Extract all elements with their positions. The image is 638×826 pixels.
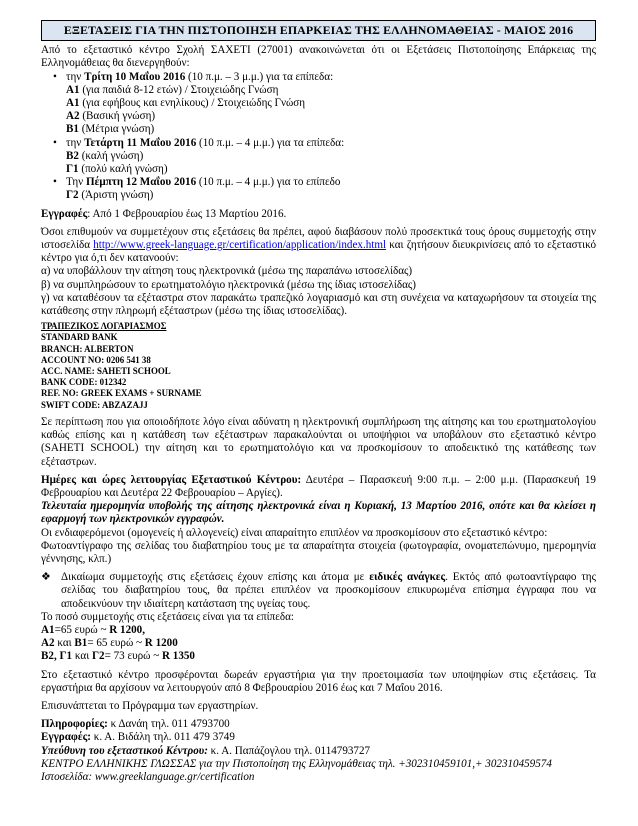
hours-paragraph: Ημέρες και ώρες λειτουργίας Εξεταστικού Κέντρου: Δευτέρα – Παρασκευή 9:00 π.μ. – 2:00 μ.μ. (Παρασκευή 19 Φεβρουαρίου και Δευτέρα 22 Φεβρουαρίου – Αργίες). xyxy=(41,473,596,499)
session-date: Πέμπτη 12 Μαΐου 2016 xyxy=(85,176,197,189)
session-item-2: • την Τετάρτη 11 Μαΐου 2016 (10 π.μ. – 4 μ.μ.) για τα επίπεδα: xyxy=(53,136,345,149)
session-item-3: • Την Πέμπτη 12 Μαΐου 2016 (10 π.μ. – 4 μ.μ.) για το επίπεδο xyxy=(53,176,341,189)
level-item: Α1 (για εφήβους και ενηλίκους) / Στοιχειώδης Γνώση xyxy=(66,97,306,110)
fee-line: Α1=65 ευρώ ~ R 1200, xyxy=(41,623,145,636)
session-date: Τετάρτη 11 Μαΐου 2016 xyxy=(84,136,197,149)
session-date: Τρίτη 10 Μαΐου 2016 xyxy=(84,70,186,83)
fee-line: Β2, Γ1 και Γ2= 73 ευρώ ~ R 1350 xyxy=(41,650,195,663)
session-list xyxy=(41,71,596,203)
application-link[interactable]: http://www.greek-language.gr/certification/application/index.html xyxy=(93,239,387,252)
bank-line: BANK CODE: 012342 xyxy=(41,377,127,388)
level-item: Β1 (Μέτρια γνώση) xyxy=(66,123,155,136)
level-item: Γ2 (Άριστη γνώση) xyxy=(66,189,154,202)
bank-details xyxy=(41,321,596,411)
page-title: ΕΞΕΤΑΣΕΙΣ ΓΙΑ ΤΗΝ ΠΙΣΤΟΠΟΙΗΣΗ ΕΠΑΡΚΕΙΑΣ ΤΗΣ ΕΛΛΗΝΟΜΑΘΕΙΑΣ - ΜΑΙΟΣ 2016 xyxy=(41,20,596,41)
contact-line: Εγγραφές: κ. Α. Βιδάλη τηλ. 011 479 3749 xyxy=(41,731,235,744)
diamond-bullet-icon: ❖ xyxy=(41,571,51,584)
hours-label: Ημέρες και ώρες λειτουργίας Εξεταστικού Κέντρου: xyxy=(41,473,302,486)
inability-paragraph: Σε περίπτωση που για οποιοδήποτε λόγο είναι αδύνατη η ηλεκτρονική συμπλήρωση της αίτησης και του ερωτηματολογίου καθώς επίσης και η κατάθεση των εξέταστρων παρακαλούνται οι υποψήφιοι να υποβάλουν στο εξεταστικό κέντρο (SAHETI SCHOOL) την αίτηση και το ερωτηματολόγιο και να προσκομίσουν το αποδεικτικό της κατάθεσης των εξέταστρων. xyxy=(41,415,596,468)
bank-line: ACC. NAME: SAHETI SCHOOL xyxy=(41,366,171,377)
special-needs-paragraph: ❖ Δικαίωμα συμμετοχής στις εξετάσεις έχουν επίσης και άτομα με ειδικές ανάγκες. Εκτός από φωτοαντίγραφο της σελίδας του διαβατηρίου τους, θα πρέπει επιπλέον να προσκομίσουν επικυρωμένα επίσημα έγγραφα που να αποδεικνύουν την ιδιαίτερη κατάσταση της υγείας τους. xyxy=(41,571,597,610)
level-item: Β2 (καλή γνώση) xyxy=(66,149,144,162)
workshops-paragraph: Στο εξεταστικό κέντρο προσφέρονται δωρεάν εργαστήρια για την προετοιμασία των υποψηφίων στις εξετάσεις. Τα εργαστήρια θα αρχίσουν να λειτουργούν από 8 Φεβρουαρίου 2016 έως και 7 Μαΐου 2016. xyxy=(41,668,596,694)
bullet-dot-icon: • xyxy=(53,136,57,149)
deadline-paragraph: Τελευταία ημερομηνία υποβολής της αίτησης ηλεκτρονικά είναι η Κυριακή, 13 Μαρτίου 2016, οπότε και θα κλείσει η εφαρμογή των ηλεκτρονικών εγγραφών. xyxy=(41,500,596,526)
program-line: Επισυνάπτεται το Πρόγραμμα των εργαστηρίων. xyxy=(41,699,259,712)
bullet-dot-icon: • xyxy=(53,176,57,189)
bank-heading: ΤΡΑΠΕΖΙΚΟΣ ΛΟΓΑΡΙΑΣΜΟΣ xyxy=(41,321,167,332)
fee-line: Α2 και Β1= 65 ευρώ ~ R 1200 xyxy=(41,637,178,650)
bank-line: ACCOUNT NO: 0206 541 38 xyxy=(41,354,151,365)
level-item: Α2 (Βασική γνώση) xyxy=(66,110,156,123)
footer-center-line: ΚΕΝΤΡΟ ΕΛΛΗΝΙΚΗΣ ΓΛΩΣΣΑΣ για την Πιστοποίηση της Ελληνομάθειας τηλ. +302310459101,+ 302310459574 xyxy=(41,757,552,770)
level-item: Α1 (για παιδιά 8-12 ετών) / Στοιχειώδης Γνώση xyxy=(66,83,279,96)
document-page xyxy=(41,20,596,784)
level-item: Γ1 (πολύ καλή γνώση) xyxy=(66,163,168,176)
fee-intro: Το ποσό συμμετοχής στις εξετάσεις είναι για τα επίπεδα: xyxy=(41,610,294,623)
session-item-1: • την Τρίτη 10 Μαΐου 2016 (10 π.μ. – 3 μ.μ.) για τα επίπεδα: xyxy=(53,70,334,83)
online-step: γ) να καταθέσουν τα εξέταστρα στον παρακάτω τραπεζικό λογαριασμό και στη συνέχεια να καταχωρήσουν τα στοιχεία της κατάθεσης στην πληρωμή εξέταστρων (μέσω της ίδιας ιστοσελίδας). xyxy=(41,291,596,318)
bullet-dot-icon: • xyxy=(53,70,57,83)
intro-paragraph: Από το εξεταστικό κέντρο Σχολή ΣΑΧΕΤΙ (27001) ανακοινώνεται ότι οι Εξετάσεις Πιστοποίησης Επάρκειας της Ελληνομάθειας θα διενεργηθούν: xyxy=(41,44,596,70)
bank-line: REF. NO: GREEK EXAMS + SURNAME xyxy=(41,388,202,399)
interested-paragraph: Οι ενδιαφερόμενοι (ομογενείς ή αλλογενείς) είναι απαραίτητο επιπλέον να προσκομίσουν στο εξεταστικό κέντρο: xyxy=(41,526,548,539)
online-step: β) να συμπληρώσουν το ερωτηματολόγιο ηλεκτρονικά (μέσω της ίδιας ιστοσελίδας) xyxy=(41,278,417,291)
contact-line: Πληροφορίες: κ Δανάη τηλ. 011 4793700 xyxy=(41,718,230,731)
photocopy-paragraph: Φωτοαντίγραφο της σελίδας του διαβατηρίου τους με τα απαραίτητα στοιχεία (φωτογραφία, ονοματεπώνυμο, ημερομηνία γέννησης, κλπ.) xyxy=(41,539,596,565)
footer-website-line: Ιστοσελίδα: www.greeklanguage.gr/certification xyxy=(41,770,255,783)
bank-line: SWIFT CODE: ABZAZAJJ xyxy=(41,399,148,410)
registration-label: Εγγραφές xyxy=(41,207,88,220)
online-paragraph: Όσοι επιθυμούν να συμμετέχουν στις εξετάσεις θα πρέπει, αφού διαβάσουν πολύ προσεκτικά τους όρους συμμετοχής στην ιστοσελίδα http://www.greek-language.gr/certification/application/index.html και ζητήσουν διευκρινίσεις από το εξεταστικό κέντρο για ό,τι δεν κατανοούν: xyxy=(41,225,596,265)
bank-line: STANDARD BANK xyxy=(41,332,118,343)
registration-line: Εγγραφές: Από 1 Φεβρουαρίου έως 13 Μαρτίου 2016. xyxy=(41,207,287,220)
bank-line: BRANCH: ALBERTON xyxy=(41,343,134,354)
contact-line: Υπεύθυνη του εξεταστικού Κέντρου: κ. Α. Παπάζογλου τηλ. 0114793727 xyxy=(41,744,371,757)
online-step: α) να υποβάλλουν την αίτηση τους ηλεκτρονικά (μέσω της παραπάνω ιστοσελίδας) xyxy=(41,265,413,278)
